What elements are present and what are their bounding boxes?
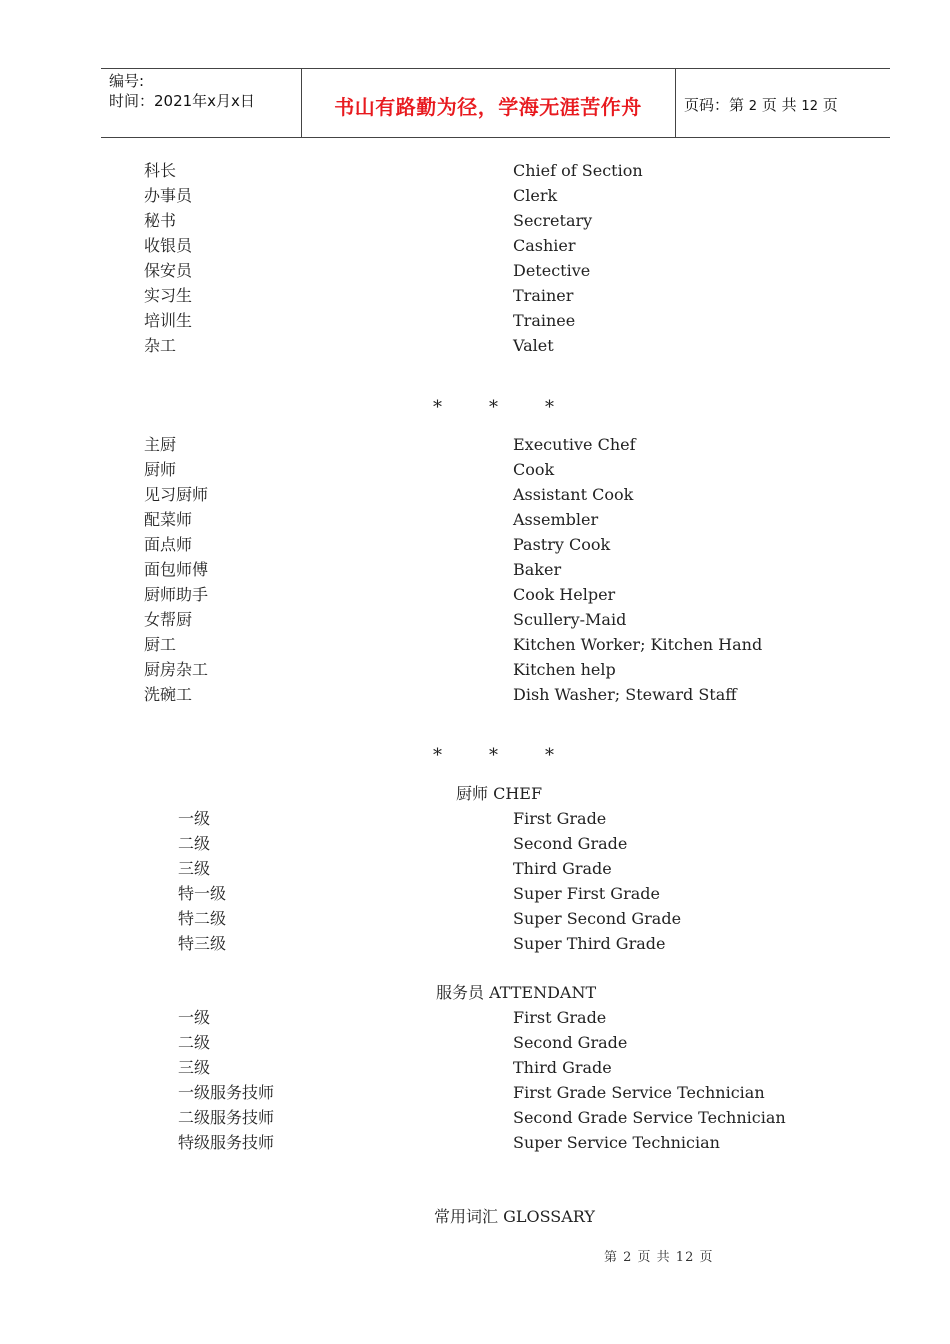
page-current: 2 [748,99,758,114]
grade-en: Super Service Technician [513,1133,720,1152]
term-zh: 厨师助手 [144,585,209,604]
grade-zh: 特三级 [178,934,227,953]
term-en: Secretary [513,211,593,230]
page-prefix: 页码：第 [684,96,745,114]
term-en: Chief of Section [513,161,643,180]
header-page-number [684,94,838,115]
grade-zh: 一级 [178,1008,211,1027]
grade-en: Super Second Grade [513,909,682,928]
time-label: 时间：2021年x月x日 [109,92,255,110]
term-en: Dish Washer; Steward Staff [513,685,737,704]
term-zh: 科长 [144,161,177,180]
separator-star: * [489,745,498,766]
page-mid: 页 共 [761,96,797,114]
term-zh: 厨师 [144,460,177,479]
term-zh: 主厨 [144,435,177,454]
separator-stars [433,743,613,768]
term-zh: 洗碗工 [144,685,193,704]
term-en: Valet [513,336,554,355]
term-en: Scullery-Maid [513,610,627,629]
grade-zh: 特一级 [178,884,227,903]
term-zh: 秘书 [144,211,177,230]
separator-star: * [545,397,554,418]
term-zh: 配菜师 [144,510,193,529]
separator-star: * [433,397,442,418]
term-zh: 面包师傅 [144,560,209,579]
grade-en: Second Grade [513,834,628,853]
grade-zh: 一级 [178,809,211,828]
term-zh: 实习生 [144,286,193,305]
grade-zh: 一级服务技师 [178,1083,275,1102]
term-en: Pastry Cook [513,535,611,554]
term-zh: 收银员 [144,236,193,255]
term-en: Baker [513,560,562,579]
term-zh: 厨工 [144,635,177,654]
grade-en: First Grade [513,809,607,828]
chef-heading: 厨师 CHEF [456,784,543,803]
term-en: Trainee [513,311,576,330]
header-divider [675,69,676,137]
term-zh: 办事员 [144,186,193,205]
separator-star: * [545,745,554,766]
term-en: Assembler [513,510,599,529]
term-en: Detective [513,261,591,280]
grade-zh: 三级 [178,1058,211,1077]
term-zh: 厨房杂工 [144,660,209,679]
page-total: 12 [801,99,818,114]
term-zh: 保安员 [144,261,193,280]
number-label: 编号: [109,72,145,90]
term-en: Trainer [513,286,574,305]
grade-en: Third Grade [513,859,612,878]
page-suffix: 页 [822,96,838,114]
grade-en: First Grade [513,1008,607,1027]
header-meta [109,71,255,111]
grade-en: Super Third Grade [513,934,666,953]
page-footer: 第 2 页 共 12 页 [604,1250,714,1265]
header-motto: 书山有路勤为径，学海无涯苦作舟 [334,95,642,119]
term-zh: 面点师 [144,535,193,554]
term-en: Cashier [513,236,576,255]
grade-zh: 特二级 [178,909,227,928]
grade-zh: 三级 [178,859,211,878]
term-zh: 女帮厨 [144,610,193,629]
grade-zh: 二级 [178,1033,211,1052]
separator-stars [433,395,613,420]
page-header [101,68,890,138]
grade-en: Second Grade [513,1033,628,1052]
term-zh: 见习厨师 [144,485,209,504]
grade-zh: 二级服务技师 [178,1108,275,1127]
term-en: Executive Chef [513,435,636,454]
term-zh: 培训生 [144,311,193,330]
grade-en: First Grade Service Technician [513,1083,765,1102]
term-en: Cook Helper [513,585,616,604]
grade-zh: 二级 [178,834,211,853]
separator-star: * [433,745,442,766]
term-en: Assistant Cook [513,485,634,504]
term-en: Kitchen Worker; Kitchen Hand [513,635,763,654]
grade-zh: 特级服务技师 [178,1133,275,1152]
glossary-heading: 常用词汇 GLOSSARY [434,1207,595,1226]
term-en: Cook [513,460,555,479]
attendant-heading: 服务员 ATTENDANT [436,983,597,1002]
term-en: Clerk [513,186,558,205]
separator-star: * [489,397,498,418]
grade-en: Second Grade Service Technician [513,1108,786,1127]
grade-en: Third Grade [513,1058,612,1077]
grade-en: Super First Grade [513,884,660,903]
term-zh: 杂工 [144,336,177,355]
term-en: Kitchen help [513,660,616,679]
